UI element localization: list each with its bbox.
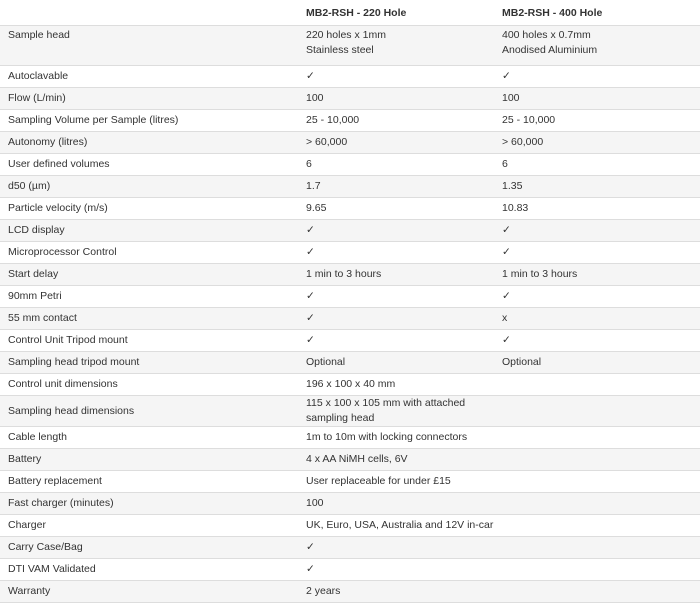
cell-400-hole: 100: [494, 88, 700, 110]
cell-400-hole: [494, 26, 700, 66]
table-row: [0, 264, 700, 286]
cell-400-hole: x: [494, 308, 700, 330]
cell-220-hole: 2 years: [298, 581, 494, 603]
cell-220-hole: ✓: [298, 286, 494, 308]
cell-220-hole: [298, 26, 494, 66]
row-label: Start delay: [0, 264, 298, 286]
table-row: [0, 449, 700, 471]
cell-220-hole: 1m to 10m with locking connectors: [298, 427, 494, 449]
row-label: DTI VAM Validated: [0, 559, 298, 581]
cell-line: Stainless steel: [306, 44, 374, 56]
table-row: [0, 220, 700, 242]
row-label: Battery replacement: [0, 471, 298, 493]
row-label: LCD display: [0, 220, 298, 242]
table-row: [0, 471, 700, 493]
cell-400-hole: ✓: [494, 330, 700, 352]
cell-220-hole: 25 - 10,000: [298, 110, 494, 132]
table-row: [0, 286, 700, 308]
cell-400-hole: 25 - 10,000: [494, 110, 700, 132]
row-label: Sampling head dimensions: [0, 396, 298, 427]
cell-220-hole: 196 x 100 x 40 mm: [298, 374, 494, 396]
row-label: Control unit dimensions: [0, 374, 298, 396]
cell-line: Anodised Aluminium: [502, 44, 598, 56]
table-row: [0, 154, 700, 176]
cell-400-hole: [494, 537, 700, 559]
cell-220-hole: 9.65: [298, 198, 494, 220]
cell-400-hole: [494, 471, 700, 493]
row-label: d50 (µm): [0, 176, 298, 198]
row-label: Autoclavable: [0, 66, 298, 88]
cell-400-hole: [494, 493, 700, 515]
cell-220-hole: ✓: [298, 330, 494, 352]
cell-220-hole: ✓: [298, 308, 494, 330]
cell-400-hole: [494, 396, 700, 427]
table-row: [0, 198, 700, 220]
table-row: [0, 352, 700, 374]
table-row: [0, 515, 700, 537]
cell-400-hole: 6: [494, 154, 700, 176]
cell-220-hole: 100: [298, 88, 494, 110]
cell-220-hole: ✓: [298, 537, 494, 559]
cell-400-hole: ✓: [494, 66, 700, 88]
table-row: [0, 132, 700, 154]
cell-line: 220 holes x 1mm: [306, 29, 386, 41]
cell-220-hole: UK, Euro, USA, Australia and 12V in-car: [298, 515, 494, 537]
cell-400-hole: ✓: [494, 220, 700, 242]
cell-220-hole: 6: [298, 154, 494, 176]
cell-400-hole: 1 min to 3 hours: [494, 264, 700, 286]
cell-220-hole: ✓: [298, 220, 494, 242]
row-label: Warranty: [0, 581, 298, 603]
row-label: Fast charger (minutes): [0, 493, 298, 515]
cell-220-hole: > 60,000: [298, 132, 494, 154]
table-row: [0, 330, 700, 352]
row-label: Particle velocity (m/s): [0, 198, 298, 220]
cell-400-hole: [494, 449, 700, 471]
table-row: [0, 559, 700, 581]
table-row: [0, 242, 700, 264]
header-empty: [0, 0, 298, 26]
cell-220-hole: 115 x 100 x 105 mm with attached sampling head: [298, 396, 494, 427]
row-label: Sampling Volume per Sample (litres): [0, 110, 298, 132]
table-row: [0, 110, 700, 132]
header-row: [0, 0, 700, 26]
header-400-hole: MB2-RSH - 400 Hole: [494, 0, 700, 26]
cell-400-hole: 1.35: [494, 176, 700, 198]
cell-220-hole: 1.7: [298, 176, 494, 198]
cell-220-hole: User replaceable for under £15: [298, 471, 494, 493]
table-row: [0, 308, 700, 330]
table-row: [0, 374, 700, 396]
table-row-sample-head: [0, 26, 700, 66]
cell-220-hole: Optional: [298, 352, 494, 374]
table-row: [0, 66, 700, 88]
cell-220-hole: ✓: [298, 242, 494, 264]
table-row: [0, 396, 700, 427]
row-label: Flow (L/min): [0, 88, 298, 110]
row-label: Autonomy (litres): [0, 132, 298, 154]
header-220-hole: MB2-RSH - 220 Hole: [298, 0, 494, 26]
table-row: [0, 176, 700, 198]
row-label: Charger: [0, 515, 298, 537]
table-row: [0, 427, 700, 449]
table-row: [0, 537, 700, 559]
cell-220-hole: 1 min to 3 hours: [298, 264, 494, 286]
row-label: Sample head: [0, 26, 298, 66]
cell-400-hole: [494, 427, 700, 449]
cell-400-hole: ✓: [494, 286, 700, 308]
cell-400-hole: [494, 374, 700, 396]
cell-400-hole: > 60,000: [494, 132, 700, 154]
cell-400-hole: [494, 559, 700, 581]
cell-line: 400 holes x 0.7mm: [502, 29, 591, 41]
row-label: Microprocessor Control: [0, 242, 298, 264]
row-label: User defined volumes: [0, 154, 298, 176]
cell-220-hole: ✓: [298, 559, 494, 581]
row-label: Cable length: [0, 427, 298, 449]
cell-400-hole: ✓: [494, 242, 700, 264]
row-label: 55 mm contact: [0, 308, 298, 330]
cell-400-hole: [494, 515, 700, 537]
cell-220-hole: 100: [298, 493, 494, 515]
row-label: Control Unit Tripod mount: [0, 330, 298, 352]
cell-220-hole: 4 x AA NiMH cells, 6V: [298, 449, 494, 471]
row-label: 90mm Petri: [0, 286, 298, 308]
row-label: Battery: [0, 449, 298, 471]
table-row: [0, 493, 700, 515]
table-row: [0, 88, 700, 110]
row-label: Carry Case/Bag: [0, 537, 298, 559]
cell-400-hole: 10.83: [494, 198, 700, 220]
row-label: Sampling head tripod mount: [0, 352, 298, 374]
cell-400-hole: Optional: [494, 352, 700, 374]
cell-220-hole: ✓: [298, 66, 494, 88]
